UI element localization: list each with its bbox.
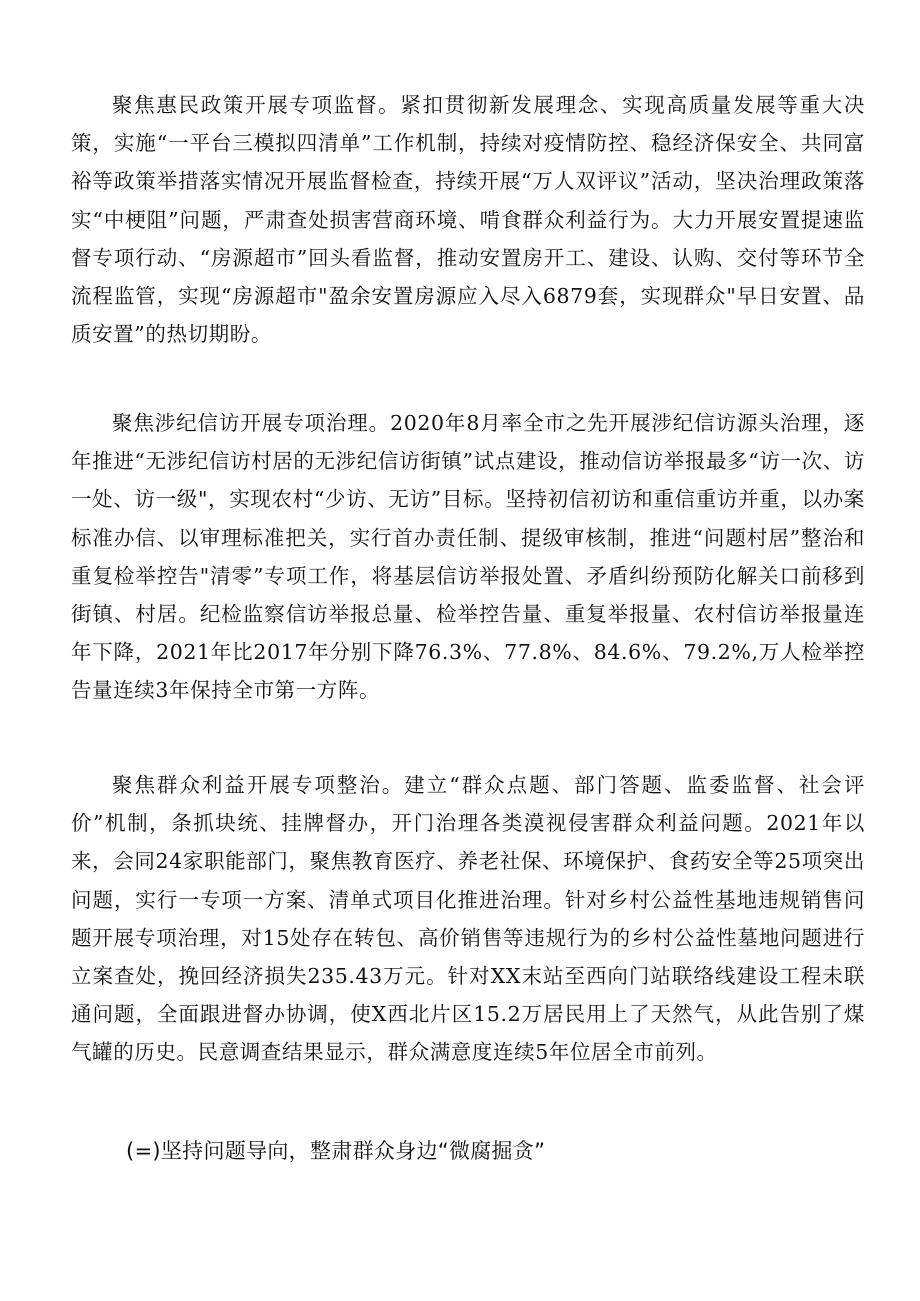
paragraph-public-interest-rectification: 聚焦群众利益开展专项整治。建立“群众点题、部门答题、监委监督、社会评价”机制，条抓块统、挂牌督办，开门治理各类漠视侵害群众利益问题。2021年以来，会同24家职能部门，聚焦教育医疗、养老社保、环境保护、食药安全等25项突出问题，实行一专项一方案、清单式项目化推进治理。针对乡村公益性基地违规销售问题开展专项治理，对15处存在转包、高价销售等违规行为的乡村公益性墓地问题进行立案查处，挽回经济损失235.43万元。针对XX末站至西向门站联络线建设工程未联通问题，全面跟进督办协调，使X西北片区15.2万居民用上了天然气，从此告别了煤气罐的历史。民意调查结果显示，群众满意度连续5年位居全市前列。 (71, 773, 865, 1065)
paragraph-policy-supervision: 聚焦惠民政策开展专项监督。紧扣贯彻新发展理念、实现高质量发展等重大决策，实施“一平台三模拟四清单”工作机制，持续对疫情防控、稳经济保安全、共同富裕等政策举措落实情况开展监督检查，持续开展“万人双评议”活动，坚决治理政策落实“中梗阻”问题，严肃查处损害营商环境、啃食群众利益行为。大力开展安置提速监督专项行动、“房源超市”回头看监督，推动安置房开工、建设、认购、交付等环节全流程监管，实现“房源超市"盈余安置房源应入尽入6879套，实现群众"早日安置、品质安置”的热切期盼。 (71, 93, 865, 347)
section-heading: (=)坚持问题导向，整肃群众身边“微腐掘贪” (126, 1139, 546, 1163)
paragraph-petition-governance: 聚焦涉纪信访开展专项治理。2020年8月率全市之先开展涉纪信访源头治理，逐年推进“无涉纪信访村居的无涉纪信访街镇”试点建设，推动信访举报最多“访一次、访一处、访一级"，实现农村“少访、无访”目标。坚持初信初访和重信重访并重，以办案标准办信、以审理标准把关，实行首办责任制、提级审核制，推进“问题村居”整治和重复检举控告"清零”专项工作，将基层信访举报处置、矛盾纠纷预防化解关口前移到街镇、村居。纪检监察信访举报总量、检举控告量、重复举报量、农村信访举报量连年下降，2021年比2017年分别下降76.3%、77.8%、84.6%、79.2%,万人检举控告量连续3年保持全市第一方阵。 (71, 411, 865, 703)
